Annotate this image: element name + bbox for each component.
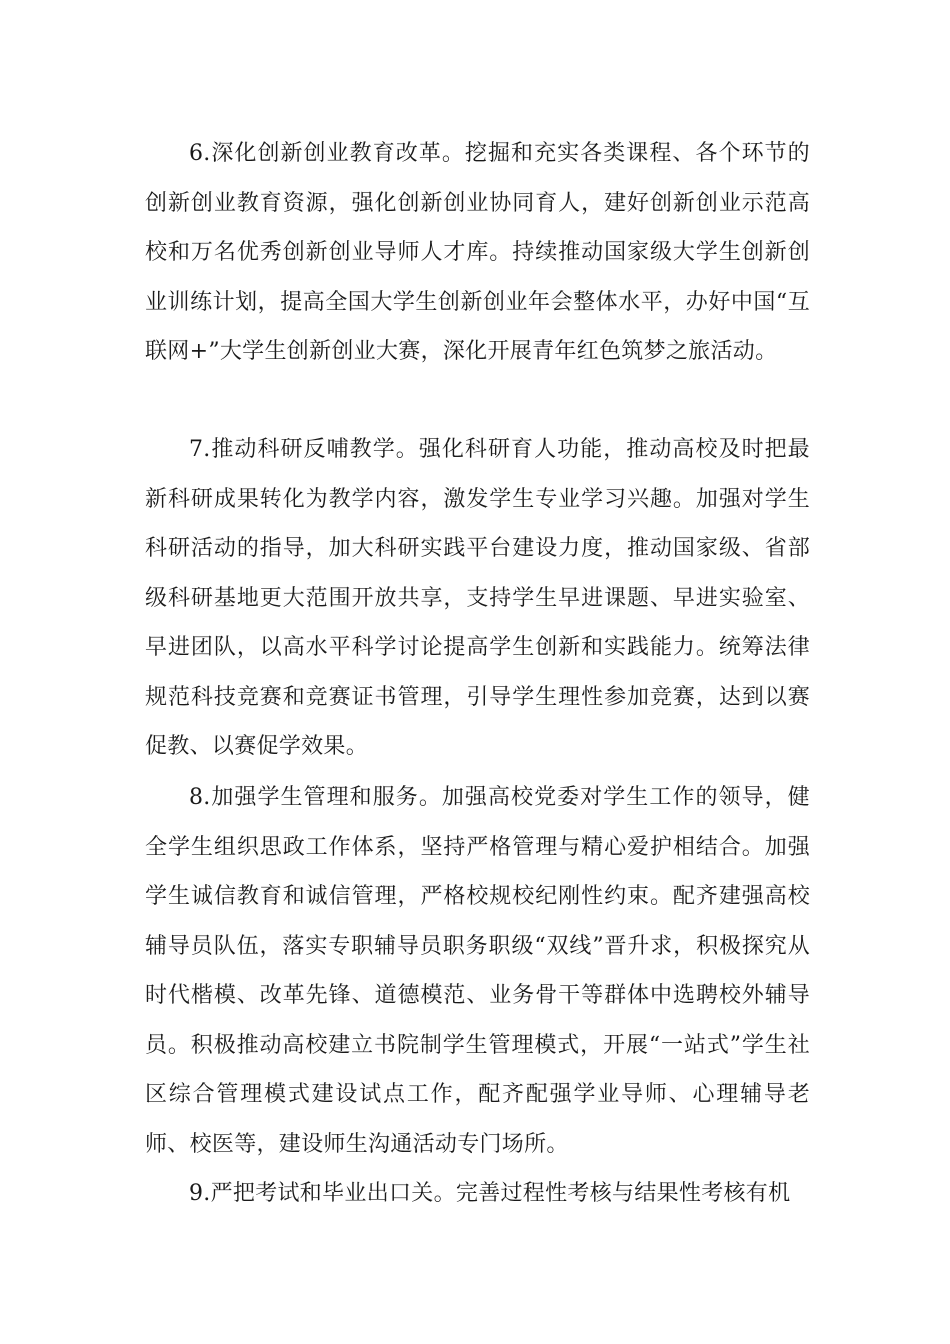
paragraph-6: 6.深化创新创业教育改革。挖掘和充实各类课程、各个环节的创新创业教育资源，强化创新创业协同育人，建好创新创业示范高校和万名优秀创新创业导师人才库。持续推动国家级大学生创新创业训练计划，提高全国大学生创新创业年会整体水平，办好中国“互联网+”大学生创新创业大赛，深化开展青年红色筑梦之旅活动。 [145, 141, 810, 364]
paragraph-8: 8.加强学生管理和服务。加强高校党委对学生工作的领导，健全学生组织思政工作体系，坚持严格管理与精心爱护相结合。加强学生诚信教育和诚信管理，严格校规校纪刚性约束。配齐建强高校辅导员队伍，落实专职辅导员职务职级“双线”晋升求，积极探究从时代楷模、改革先锋、道德模范、业务骨干等群体中选聘校外辅导员。积极推动高校建立书院制学生管理模式，开展“一站式”学生社区综合管理模式建设试点工作，配齐配强学业导师、心理辅导老师、校医等，建设师生沟通活动专门场所。 [145, 785, 810, 1157]
paragraph-9: 9.严把考试和毕业出口关。完善过程性考核与结果性考核有机 [189, 1181, 791, 1206]
paragraph-7: 7.推动科研反哺教学。强化科研育人功能，推动高校及时把最新科研成果转化为教学内容，激发学生专业学习兴趣。加强对学生科研活动的指导，加大科研实践平台建设力度，推动国家级、省部级科研基地更大范围开放共享，支持学生早进课题、早进实验室、早进团队，以高水平科学讨论提高学生创新和实践能力。统筹法律规范科技竞赛和竞赛证书管理，引导学生理性参加竞赛，达到以赛促教、以赛促学效果。 [145, 437, 810, 759]
